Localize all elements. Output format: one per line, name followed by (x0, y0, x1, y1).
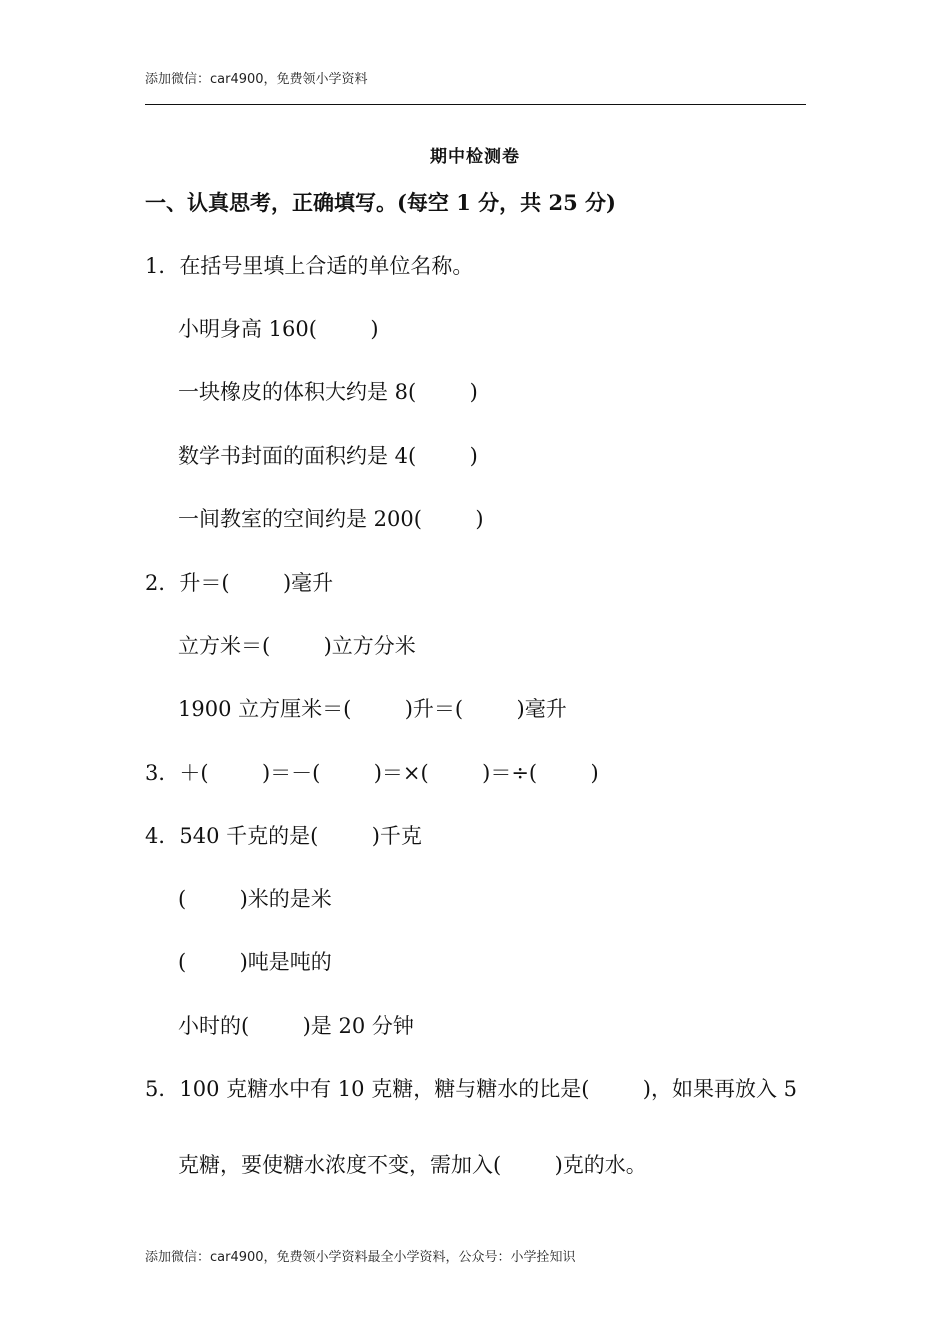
question-4-item-c: ( )吨是吨的 (178, 950, 332, 974)
question-1-item-d: 一间教室的空间约是 200( ) (178, 507, 484, 531)
question-5-line-1: 5．100 克糖水中有 10 克糖，糖与糖水的比是( )，如果再放入 5 (145, 1077, 798, 1101)
question-5-line-2: 克糖，要使糖水浓度不变，需加入( )克的水。 (178, 1153, 647, 1177)
question-4-item-b: ( )米的是米 (178, 887, 332, 911)
page-title: 期中检测卷 (430, 147, 520, 167)
header-divider (145, 104, 806, 105)
question-1-item-a: 小明身高 160( ) (178, 317, 379, 341)
footer-note: 添加微信：car4900，免费领小学资料最全小学资料，公众号：小学拴知识 (145, 1250, 576, 1265)
question-2-item-a: 2．升＝( )毫升 (145, 571, 334, 595)
section-heading: 一、认真思考，正确填写。(每空 1 分，共 25 分) (145, 190, 616, 215)
question-2-item-b: 立方米＝( )立方分米 (178, 634, 416, 658)
question-1-item-b: 一块橡皮的体积大约是 8( ) (178, 380, 478, 404)
question-1-stem: 1．在括号里填上合适的单位名称。 (145, 254, 474, 278)
question-2-item-c: 1900 立方厘米＝( )升＝( )毫升 (178, 697, 567, 721)
question-3: 3．＋( )＝－( )＝×( )＝÷( ) (145, 761, 599, 785)
header-note: 添加微信：car4900，免费领小学资料 (145, 72, 368, 87)
question-1-item-c: 数学书封面的面积约是 4( ) (178, 444, 478, 468)
question-4-item-d: 小时的( )是 20 分钟 (178, 1014, 414, 1038)
question-4-item-a: 4．540 千克的是( )千克 (145, 824, 422, 848)
